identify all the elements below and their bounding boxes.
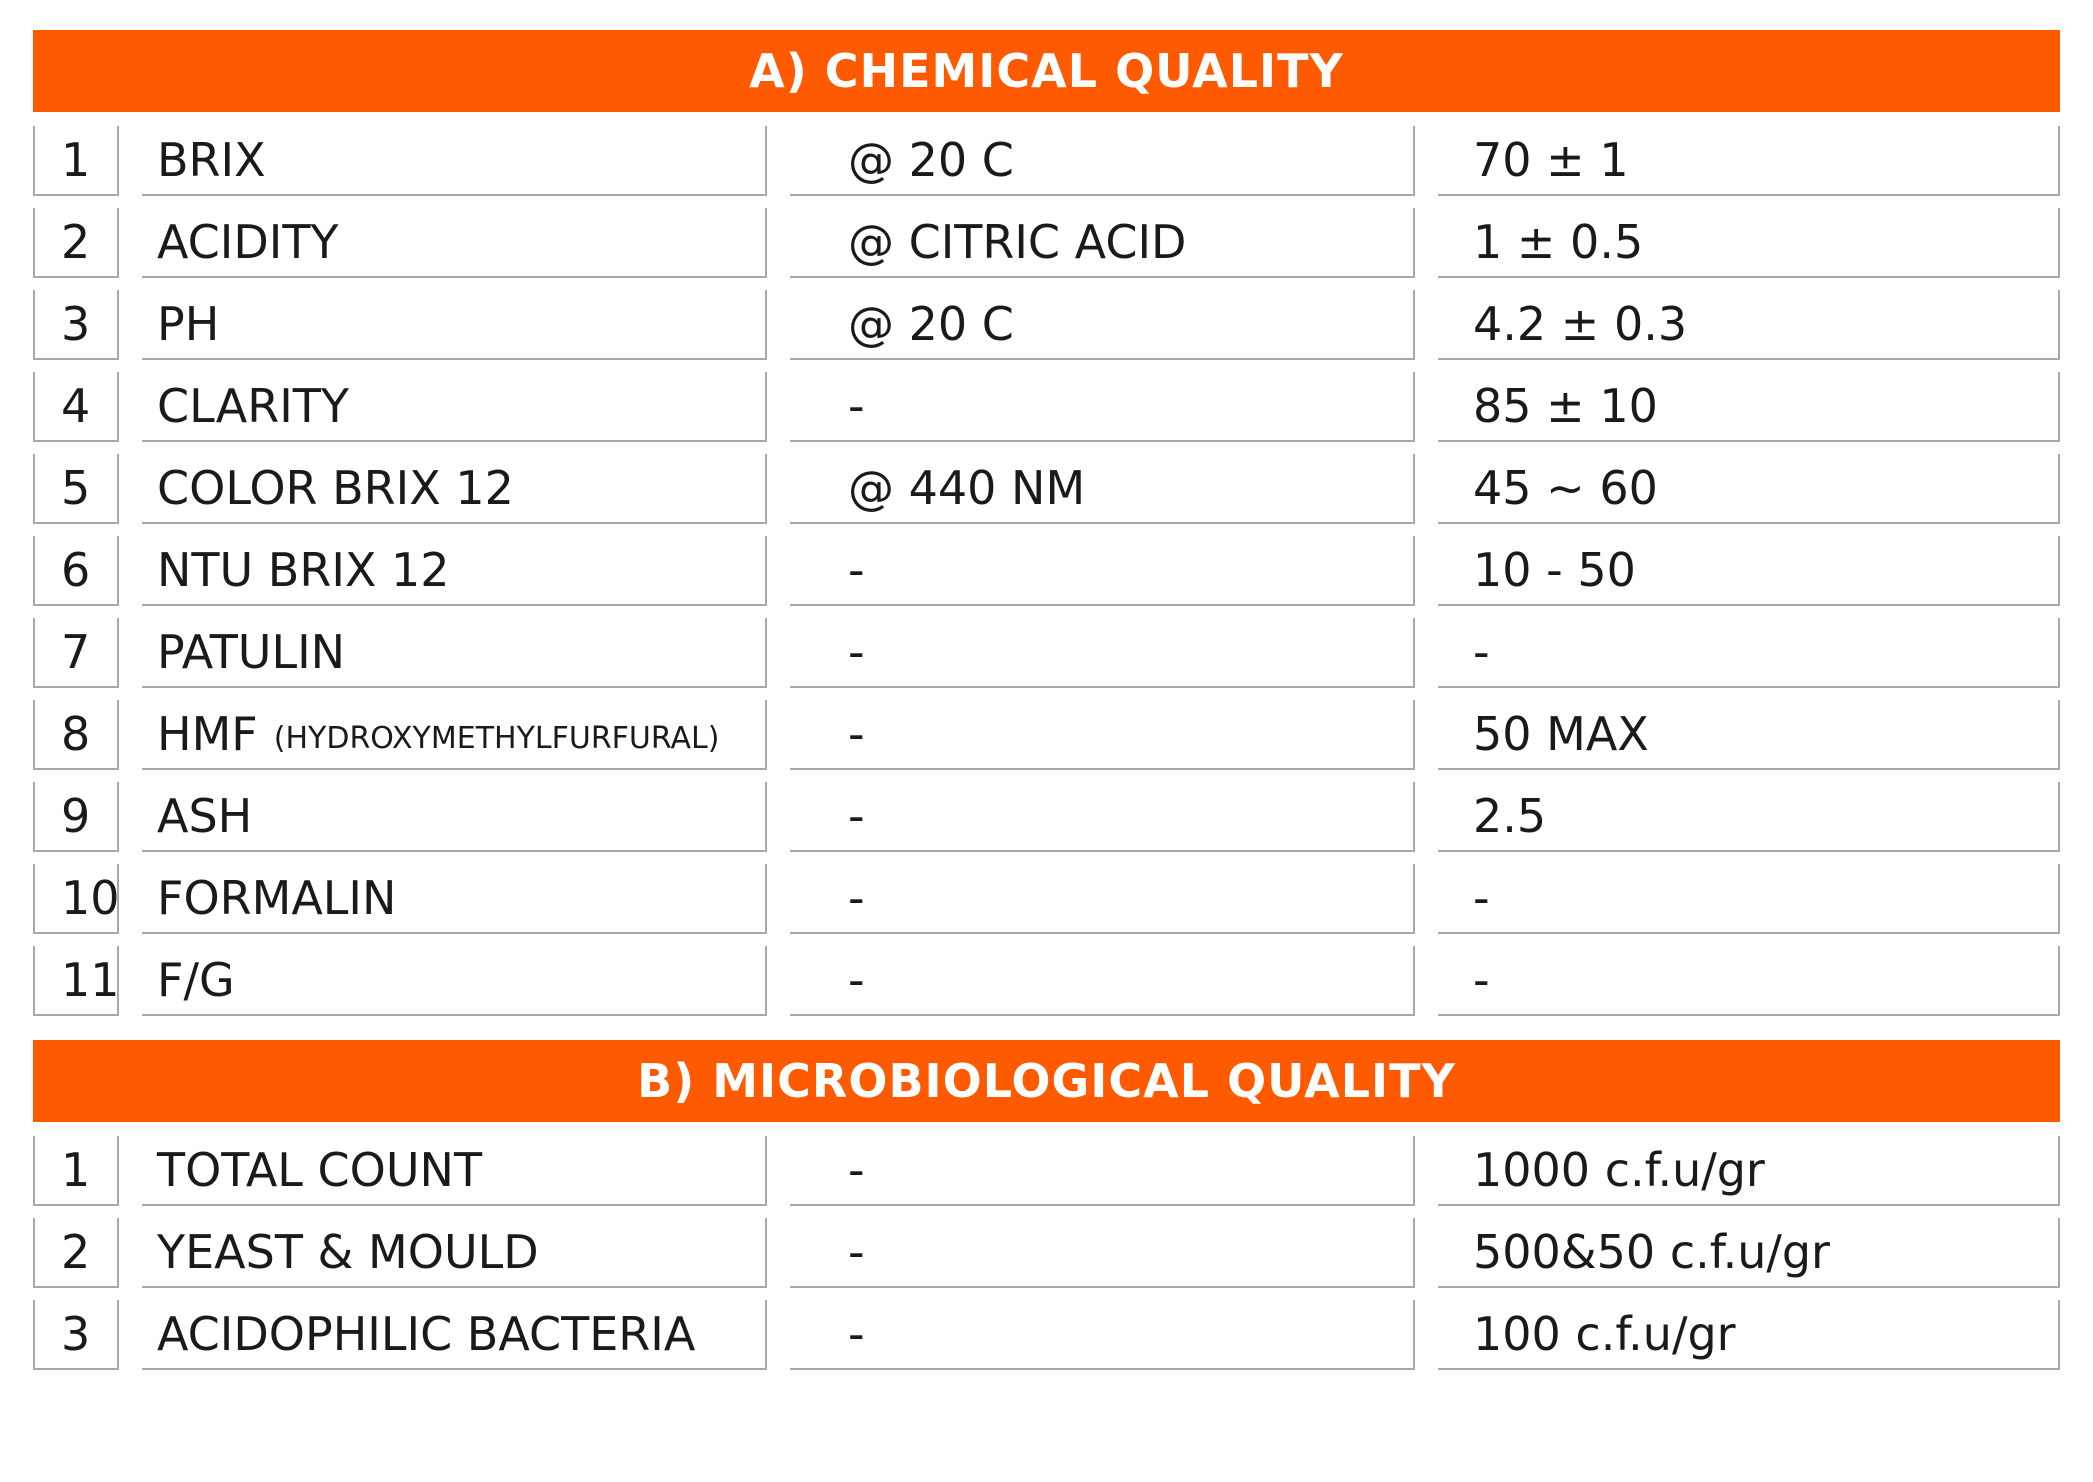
test-condition: @ 20 C xyxy=(790,290,1415,360)
spec-value: 2.5 xyxy=(1438,782,2060,852)
spec-value: 70 ± 1 xyxy=(1438,126,2060,196)
parameter-name xyxy=(142,208,767,278)
test-condition: - xyxy=(790,1300,1415,1370)
test-condition: - xyxy=(790,618,1415,688)
table-row xyxy=(33,700,2060,782)
table-row xyxy=(33,1218,2060,1300)
chemical-quality-section xyxy=(33,30,2060,1028)
parameter-name xyxy=(142,126,767,196)
table-row xyxy=(33,536,2060,618)
test-condition: @ 20 C xyxy=(790,126,1415,196)
parameter-name xyxy=(142,782,767,852)
row-number: 6 xyxy=(33,536,119,606)
row-number: 2 xyxy=(33,208,119,278)
parameter-label: HMF xyxy=(157,707,258,761)
spec-value: 1000 c.f.u/gr xyxy=(1438,1136,2060,1206)
spec-value: 4.2 ± 0.3 xyxy=(1438,290,2060,360)
table-row xyxy=(33,618,2060,700)
spec-value: - xyxy=(1438,946,2060,1016)
test-condition: @ 440 NM xyxy=(790,454,1415,524)
parameter-label: ACIDITY xyxy=(157,215,339,269)
row-number: 1 xyxy=(33,126,119,196)
test-condition: - xyxy=(790,700,1415,770)
parameter-name xyxy=(142,618,767,688)
test-condition: @ CITRIC ACID xyxy=(790,208,1415,278)
spec-value: - xyxy=(1438,864,2060,934)
test-condition: - xyxy=(790,536,1415,606)
table-row xyxy=(33,126,2060,208)
spec-value: 10 - 50 xyxy=(1438,536,2060,606)
table-row xyxy=(33,208,2060,290)
row-number: 8 xyxy=(33,700,119,770)
test-condition: - xyxy=(790,946,1415,1016)
row-number: 10 xyxy=(33,864,119,934)
table-row xyxy=(33,782,2060,864)
parameter-label: TOTAL COUNT xyxy=(157,1143,483,1197)
spec-value: 500&50 c.f.u/gr xyxy=(1438,1218,2060,1288)
row-number: 3 xyxy=(33,1300,119,1370)
parameter-label: PH xyxy=(157,297,220,351)
section-title: B) MICROBIOLOGICAL QUALITY xyxy=(33,1040,2060,1122)
parameter-name xyxy=(142,454,767,524)
parameter-name xyxy=(142,290,767,360)
spec-value: - xyxy=(1438,618,2060,688)
microbiological-quality-rows xyxy=(33,1122,2060,1382)
table-row xyxy=(33,1300,2060,1382)
spec-value: 85 ± 10 xyxy=(1438,372,2060,442)
test-condition: - xyxy=(790,782,1415,852)
test-condition: - xyxy=(790,1136,1415,1206)
parameter-label: ACIDOPHILIC BACTERIA xyxy=(157,1307,696,1361)
parameter-name xyxy=(142,536,767,606)
spec-value: 100 c.f.u/gr xyxy=(1438,1300,2060,1370)
row-number: 11 xyxy=(33,946,119,1016)
parameter-label: NTU BRIX 12 xyxy=(157,543,450,597)
quality-spec-sheet xyxy=(33,30,2060,1382)
row-number: 1 xyxy=(33,1136,119,1206)
test-condition: - xyxy=(790,372,1415,442)
parameter-name xyxy=(142,946,767,1016)
table-row xyxy=(33,454,2060,536)
parameter-label: CLARITY xyxy=(157,379,349,433)
chemical-quality-rows xyxy=(33,112,2060,1028)
table-row xyxy=(33,864,2060,946)
parameter-note: (HYDROXYMETHYLFURFURAL) xyxy=(273,720,720,756)
row-number: 9 xyxy=(33,782,119,852)
table-row xyxy=(33,372,2060,454)
parameter-label: PATULIN xyxy=(157,625,346,679)
table-row xyxy=(33,1136,2060,1218)
parameter-name xyxy=(142,864,767,934)
parameter-label: ASH xyxy=(157,789,253,843)
parameter-label: YEAST & MOULD xyxy=(157,1225,539,1279)
parameter-label: BRIX xyxy=(157,133,266,187)
table-row xyxy=(33,290,2060,372)
test-condition: - xyxy=(790,864,1415,934)
spec-value: 1 ± 0.5 xyxy=(1438,208,2060,278)
row-number: 7 xyxy=(33,618,119,688)
row-number: 4 xyxy=(33,372,119,442)
parameter-name xyxy=(142,1136,767,1206)
row-number: 3 xyxy=(33,290,119,360)
parameter-name xyxy=(142,372,767,442)
parameter-name xyxy=(142,1300,767,1370)
table-row xyxy=(33,946,2060,1028)
section-spacer xyxy=(33,1028,2060,1040)
parameter-label: COLOR BRIX 12 xyxy=(157,461,514,515)
parameter-name xyxy=(142,700,767,770)
parameter-name xyxy=(142,1218,767,1288)
spec-value: 45 ~ 60 xyxy=(1438,454,2060,524)
test-condition: - xyxy=(790,1218,1415,1288)
section-title: A) CHEMICAL QUALITY xyxy=(33,30,2060,112)
microbiological-quality-section xyxy=(33,1040,2060,1382)
row-number: 2 xyxy=(33,1218,119,1288)
row-number: 5 xyxy=(33,454,119,524)
spec-value: 50 MAX xyxy=(1438,700,2060,770)
parameter-label: F/G xyxy=(157,953,235,1007)
parameter-label: FORMALIN xyxy=(157,871,397,925)
